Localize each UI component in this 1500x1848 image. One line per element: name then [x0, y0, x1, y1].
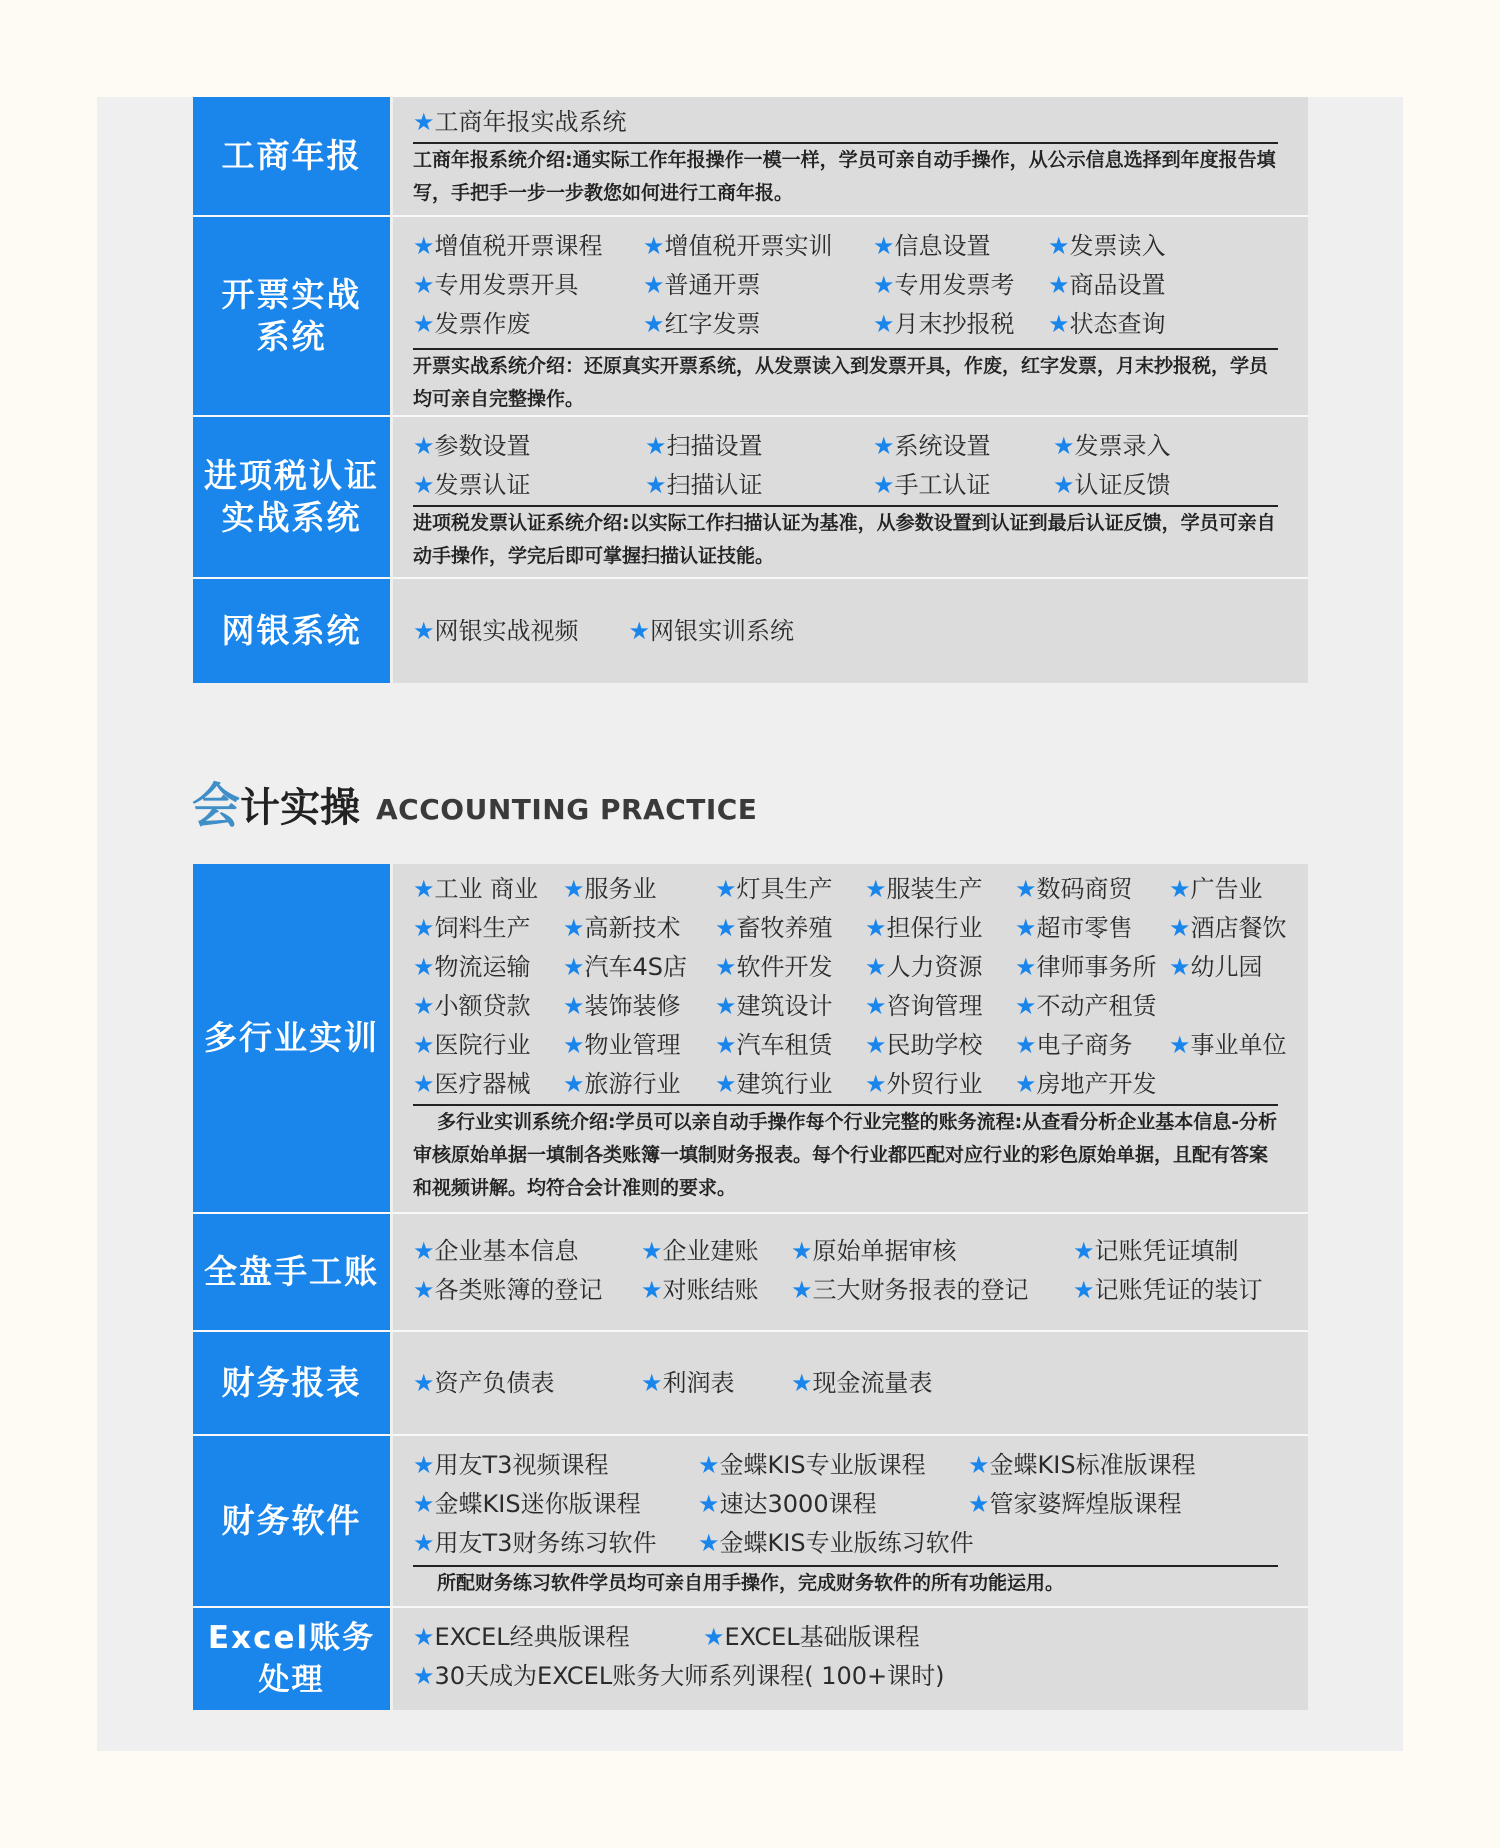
course-item: ★三大财务报表的登记: [791, 1276, 1029, 1304]
course-item: ★担保行业: [865, 914, 983, 942]
star-icon: ★: [968, 1451, 990, 1479]
star-icon: ★: [715, 914, 737, 942]
row-description: 开票实战系统介绍：还原真实开票系统，从发票读入到发票开具，作废，红字发票，月末抄报税，学员均可亲自完整操作。: [413, 348, 1278, 416]
row-annual-report: [193, 97, 1308, 217]
row-body: [393, 579, 1308, 683]
star-icon: ★: [413, 1451, 435, 1479]
row-body: [393, 217, 1308, 415]
star-icon: ★: [1073, 1237, 1095, 1265]
star-icon: ★: [715, 953, 737, 981]
course-item: ★速达3000课程: [698, 1490, 877, 1518]
row-finance-software: [193, 1436, 1308, 1608]
category-label: 开票实战 系统: [193, 217, 390, 415]
course-item: ★EXCEL基础版课程: [703, 1623, 920, 1651]
course-item: ★数码商贸: [1015, 875, 1133, 903]
course-item: ★网银实战视频: [413, 616, 579, 645]
section-heading: [192, 776, 757, 836]
course-item: ★金蝶KIS标准版课程: [968, 1451, 1196, 1479]
course-item: ★认证反馈: [1053, 471, 1171, 499]
star-icon: ★: [1169, 1031, 1191, 1059]
category-label: 财务软件: [193, 1436, 390, 1606]
star-icon: ★: [1169, 875, 1191, 903]
star-icon: ★: [873, 310, 895, 338]
course-item: ★物业管理: [563, 1031, 681, 1059]
course-item: ★系统设置: [873, 432, 991, 460]
course-item: ★30天成为EXCEL账务大师系列课程( 100+课时): [413, 1662, 945, 1690]
star-icon: ★: [1053, 432, 1075, 460]
course-item-empty: [1169, 987, 1308, 1026]
course-item: ★医疗器械: [413, 1070, 531, 1098]
star-icon: ★: [413, 232, 435, 260]
star-icon: ★: [413, 1070, 435, 1098]
star-icon: ★: [873, 271, 895, 299]
star-icon: ★: [413, 271, 435, 299]
star-icon: ★: [413, 992, 435, 1020]
course-item: ★信息设置: [873, 232, 991, 260]
course-item: ★记账凭证填制: [1073, 1237, 1239, 1265]
star-icon: ★: [413, 1031, 435, 1059]
course-item: ★咨询管理: [865, 992, 983, 1020]
category-label: 财务报表: [193, 1332, 390, 1434]
category-label: 全盘手工账: [193, 1214, 390, 1330]
course-item: ★企业基本信息: [413, 1237, 579, 1265]
course-item: ★扫描设置: [645, 432, 763, 460]
course-item: ★服装生产: [865, 875, 983, 903]
row-description: 所配财务练习软件学员均可亲自用手操作，完成财务软件的所有功能运用。: [413, 1565, 1278, 1600]
star-icon: ★: [865, 1031, 887, 1059]
course-item: ★工业 商业: [413, 875, 539, 903]
course-item: ★手工认证: [873, 471, 991, 499]
star-icon: ★: [703, 1623, 725, 1651]
course-item: ★人力资源: [865, 953, 983, 981]
course-item-empty: [1169, 1065, 1308, 1104]
course-item: ★畜牧养殖: [715, 914, 833, 942]
course-item: ★汽车租赁: [715, 1031, 833, 1059]
star-icon: ★: [413, 1276, 435, 1304]
star-icon: ★: [715, 1070, 737, 1098]
course-item: ★不动产租赁: [1015, 992, 1157, 1020]
row-body: [393, 1332, 1308, 1434]
course-item: ★工商年报实战系统: [413, 108, 627, 136]
row-excel: [193, 1608, 1308, 1710]
row-body: [393, 97, 1308, 215]
star-icon: ★: [645, 471, 667, 499]
course-item: ★酒店餐饮: [1169, 914, 1287, 942]
star-icon: ★: [563, 1031, 585, 1059]
course-item: ★旅游行业: [563, 1070, 681, 1098]
row-description: 工商年报系统介绍:通实际工作年报操作一模一样，学员可亲自动手操作，从公示信息选择到年度报告填写，手把手一步一步教您如何进行工商年报。: [413, 142, 1278, 210]
star-icon: ★: [413, 616, 435, 645]
course-table-accounting: [193, 864, 1308, 1710]
course-item: ★网银实训系统: [628, 616, 795, 645]
course-item: ★参数设置: [413, 432, 531, 460]
star-icon: ★: [873, 471, 895, 499]
course-item: ★发票读入: [1048, 232, 1166, 260]
course-item: ★汽车4S店: [563, 953, 688, 981]
star-icon: ★: [698, 1529, 720, 1557]
course-item: ★建筑设计: [715, 992, 833, 1020]
row-body: [393, 1436, 1308, 1606]
row-financial-statements: [193, 1332, 1308, 1436]
course-item: ★管家婆辉煌版课程: [968, 1490, 1182, 1518]
course-item: ★现金流量表: [791, 1368, 933, 1397]
star-icon: ★: [873, 432, 895, 460]
course-item: ★电子商务: [1015, 1031, 1133, 1059]
course-item: ★金蝶KIS专业版课程: [698, 1451, 926, 1479]
star-icon: ★: [1015, 875, 1037, 903]
row-description: 多行业实训系统介绍:学员可以亲自动手操作每个行业完整的账务流程:从查看分析企业基本信息-分析审核原始单据一填制各类账簿一填制财务报表。每个行业都匹配对应行业的彩色原始单据，且配有答案和视频讲解。均符合会计准则的要求。: [413, 1104, 1278, 1205]
star-icon: ★: [563, 992, 585, 1020]
star-icon: ★: [1015, 1070, 1037, 1098]
course-item: ★增值税开票实训: [643, 232, 833, 260]
star-icon: ★: [1048, 310, 1070, 338]
star-icon: ★: [865, 953, 887, 981]
star-icon: ★: [643, 310, 665, 338]
heading-en: ACCOUNTING PRACTICE: [376, 793, 758, 826]
course-item: ★灯具生产: [715, 875, 833, 903]
star-icon: ★: [645, 432, 667, 460]
star-icon: ★: [1169, 914, 1191, 942]
course-item: ★律师事务所: [1015, 953, 1157, 981]
course-item: ★饲料生产: [413, 914, 531, 942]
course-item: ★金蝶KIS专业版练习软件: [698, 1529, 974, 1557]
course-item: ★发票录入: [1053, 432, 1171, 460]
star-icon: ★: [563, 1070, 585, 1098]
star-icon: ★: [1169, 953, 1191, 981]
course-table-tax: [193, 97, 1308, 683]
course-item: ★利润表: [641, 1368, 735, 1397]
star-icon: ★: [641, 1368, 663, 1397]
course-item: ★事业单位: [1169, 1031, 1287, 1059]
star-icon: ★: [1015, 953, 1037, 981]
course-item: ★状态查询: [1048, 310, 1166, 338]
course-item: ★用友T3视频课程: [413, 1451, 609, 1479]
course-item: ★房地产开发: [1015, 1070, 1157, 1098]
star-icon: ★: [413, 471, 435, 499]
category-label: 工商年报: [193, 97, 390, 215]
course-item: ★物流运输: [413, 953, 531, 981]
star-icon: ★: [1015, 914, 1037, 942]
star-icon: ★: [1048, 232, 1070, 260]
category-label: Excel账务 处理: [193, 1608, 390, 1710]
row-body: [393, 1608, 1308, 1710]
star-icon: ★: [968, 1490, 990, 1518]
course-item: ★建筑行业: [715, 1070, 833, 1098]
star-icon: ★: [1053, 471, 1075, 499]
star-icon: ★: [413, 875, 435, 903]
star-icon: ★: [791, 1237, 813, 1265]
star-icon: ★: [643, 232, 665, 260]
course-item: ★各类账簿的登记: [413, 1276, 603, 1304]
row-description: 进项税发票认证系统介绍:以实际工作扫描认证为基准，从参数设置到认证到最后认证反馈，学员可亲自动手操作，学完后即可掌握扫描认证技能。: [413, 505, 1278, 573]
star-icon: ★: [413, 1623, 435, 1651]
course-item: ★小额贷款: [413, 992, 531, 1020]
course-item: ★用友T3财务练习软件: [413, 1529, 657, 1557]
star-icon: ★: [641, 1237, 663, 1265]
star-icon: ★: [1048, 271, 1070, 299]
course-item: ★普通开票: [643, 271, 761, 299]
course-item: ★商品设置: [1048, 271, 1166, 299]
star-icon: ★: [1073, 1276, 1095, 1304]
course-item: ★企业建账: [641, 1237, 759, 1265]
star-icon: ★: [715, 1031, 737, 1059]
star-icon: ★: [413, 1662, 435, 1690]
star-icon: ★: [643, 271, 665, 299]
course-item: ★民助学校: [865, 1031, 983, 1059]
course-item: ★专用发票考: [873, 271, 1015, 299]
course-item: ★增值税开票课程: [413, 232, 603, 260]
star-icon: ★: [413, 108, 435, 136]
star-icon: ★: [698, 1490, 720, 1518]
course-item: ★软件开发: [715, 953, 833, 981]
star-icon: ★: [865, 875, 887, 903]
category-label: 进项税认证 实战系统: [193, 417, 390, 577]
course-item: ★金蝶KIS迷你版课程: [413, 1490, 641, 1518]
star-icon: ★: [865, 1070, 887, 1098]
star-icon: ★: [873, 232, 895, 260]
star-icon: ★: [865, 992, 887, 1020]
course-item: ★原始单据审核: [791, 1237, 957, 1265]
row-input-tax: [193, 417, 1308, 579]
course-item: ★扫描认证: [645, 471, 763, 499]
star-icon: ★: [413, 914, 435, 942]
star-icon: ★: [413, 432, 435, 460]
star-icon: ★: [715, 992, 737, 1020]
star-icon: ★: [791, 1276, 813, 1304]
course-item: ★资产负债表: [413, 1368, 555, 1397]
course-item: ★服务业: [563, 875, 657, 903]
course-item: ★发票认证: [413, 471, 531, 499]
row-manual-bookkeeping: [193, 1214, 1308, 1332]
row-body: [393, 417, 1308, 577]
course-item: ★记账凭证的装订: [1073, 1276, 1263, 1304]
star-icon: ★: [563, 875, 585, 903]
star-icon: ★: [1015, 1031, 1037, 1059]
heading-zh-accent: 会: [192, 778, 241, 834]
category-label: 多行业实训: [193, 864, 390, 1212]
row-body: [393, 1214, 1308, 1330]
star-icon: ★: [563, 914, 585, 942]
star-icon: ★: [698, 1451, 720, 1479]
course-item: ★广告业: [1169, 875, 1263, 903]
course-item: ★医院行业: [413, 1031, 531, 1059]
row-multi-industry: [193, 864, 1308, 1214]
heading-zh: 计实操: [240, 785, 361, 831]
row-body: [393, 864, 1308, 1212]
course-item: ★对账结账: [641, 1276, 759, 1304]
star-icon: ★: [715, 875, 737, 903]
star-icon: ★: [413, 1368, 435, 1397]
course-item: ★发票作废: [413, 310, 531, 338]
star-icon: ★: [563, 953, 585, 981]
star-icon: ★: [413, 953, 435, 981]
category-label: 网银系统: [193, 579, 390, 683]
row-invoicing: [193, 217, 1308, 417]
star-icon: ★: [413, 1237, 435, 1265]
row-online-banking: [193, 579, 1308, 683]
star-icon: ★: [1015, 992, 1037, 1020]
course-item: ★月末抄报税: [873, 310, 1015, 338]
star-icon: ★: [641, 1276, 663, 1304]
star-icon: ★: [413, 310, 435, 338]
course-item: ★专用发票开具: [413, 271, 579, 299]
star-icon: ★: [413, 1529, 435, 1557]
course-item: ★高新技术: [563, 914, 681, 942]
course-item: ★超市零售: [1015, 914, 1133, 942]
star-icon: ★: [628, 616, 651, 645]
star-icon: ★: [865, 914, 887, 942]
star-icon: ★: [791, 1368, 813, 1397]
course-item: ★装饰装修: [563, 992, 681, 1020]
star-icon: ★: [413, 1490, 435, 1518]
course-item: ★外贸行业: [865, 1070, 983, 1098]
course-item: ★红字发票: [643, 310, 761, 338]
course-item: ★幼儿园: [1169, 953, 1263, 981]
course-item: ★EXCEL经典版课程: [413, 1623, 630, 1651]
